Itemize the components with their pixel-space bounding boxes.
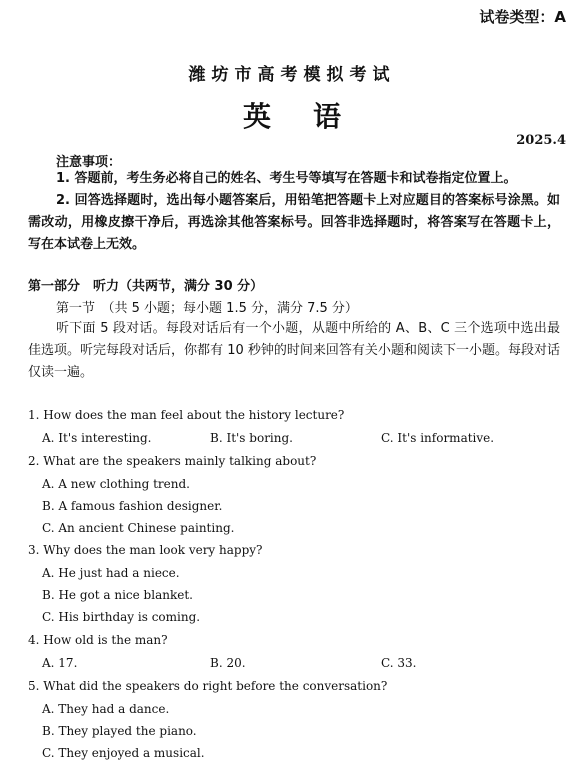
question-1-stem: 1. How does the man feel about the history lecture?: [28, 408, 345, 422]
question-1-option-b: B. It's boring.: [210, 431, 293, 445]
question-4-option-b: B. 20.: [210, 656, 246, 670]
question-1-option-c: C. It's informative.: [381, 431, 495, 445]
question-5-stem: 5. What did the speakers do right before the conversation?: [28, 679, 388, 693]
notes-title: 注意事项：: [56, 155, 122, 170]
question-5-option-b: B. They played the piano.: [42, 724, 197, 738]
section1-heading: 第一节 （共 5 小题；每小题 1.5 分，满分 7.5 分）: [56, 301, 358, 316]
part1-heading: 第一部分 听力（共两节，满分 30 分）: [28, 279, 264, 294]
question-1-option-a: A. It's interesting.: [42, 431, 152, 445]
listening-instructions: 听下面 5 段对话。每段对话后有一个小题，从题中所给的 A、B、C 三个选项中选出最佳选项。听完每段对话后，你都有 10 秒钟的时间来回答有关小题和阅读下一小题。每段对话仅读一遍。: [28, 321, 560, 380]
question-4-option-c: C. 33.: [381, 656, 417, 670]
note-item-2: 2. 回答选择题时，选出每小题答案后，用铅笔把答题卡上对应题目的答案标号涂黑。如需改动，用橡皮擦干净后，再选涂其他答案标号。回答非选择题时，将答案写在答题卡上，写在本试卷上无效。: [28, 193, 560, 252]
paper-type-label: 试卷类型：A: [479, 8, 566, 26]
question-3-stem: 3. Why does the man look very happy?: [28, 543, 263, 557]
exam-date: 2025.4: [516, 133, 566, 148]
question-3-option-c: C. His birthday is coming.: [42, 610, 201, 624]
question-4-stem: 4. How old is the man?: [28, 633, 168, 647]
question-2-option-a: A. A new clothing trend.: [42, 477, 190, 491]
exam-title: 潍坊市高考模拟考试: [188, 65, 396, 85]
question-5-option-a: A. They had a dance.: [42, 702, 170, 716]
question-5-option-c: C. They enjoyed a musical.: [42, 746, 205, 760]
question-3-option-b: B. He got a nice blanket.: [42, 588, 193, 602]
question-2-stem: 2. What are the speakers mainly talking about?: [28, 454, 317, 468]
question-3-option-a: A. He just had a niece.: [42, 566, 180, 580]
question-2-option-c: C. An ancient Chinese painting.: [42, 521, 235, 535]
question-4-option-a: A. 17.: [42, 656, 78, 670]
question-2-option-b: B. A famous fashion designer.: [42, 499, 223, 513]
subject-title: 英语: [242, 100, 383, 133]
note-item-1: 1. 答题前，考生务必将自己的姓名、考生号等填写在答题卡和试卷指定位置上。: [56, 171, 517, 186]
